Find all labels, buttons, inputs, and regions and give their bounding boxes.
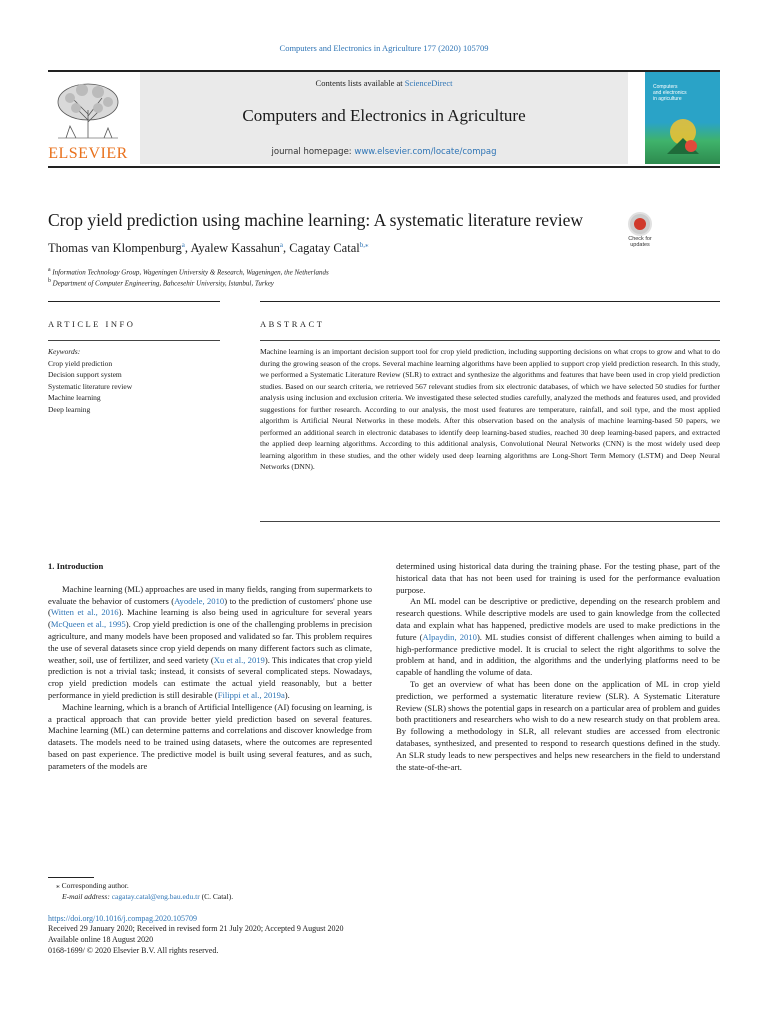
paragraph: determined using historical data during the training phase. For the testing phase, part of the historical data that has not been used for training is used for the performance evaluation purpose. <box>396 561 720 595</box>
paragraph: Machine learning, which is a branch of Artificial Intelligence (AI) focusing on learning, is a practical approach that can provide better yield prediction based on several features. Machine learning (ML) can determine patterns and correlations and discover knowledge from datasets. The models need to be trained using datasets, where the outcomes are represented based on past experience. The predictive model is built using several features, and as such, parameters of the models are <box>48 701 372 771</box>
abstract-bottom-rule <box>260 521 720 522</box>
article-info-top-rule <box>48 301 220 302</box>
masthead-banner <box>140 72 628 164</box>
article-info-heading: ARTICLE INFO <box>48 319 136 329</box>
available-online-date: Available online 18 August 2020 <box>48 935 154 944</box>
email-label: E-mail address: <box>62 892 112 901</box>
author-name: Cagatay Catal <box>289 241 360 256</box>
citation-link[interactable]: McQueen et al., 1995 <box>50 619 126 630</box>
homepage-prefix: journal homepage: <box>271 147 355 157</box>
keyword-item: Deep learning <box>48 404 91 414</box>
author-email-link[interactable]: cagatay.catal@eng.bau.edu.tr <box>111 892 200 901</box>
author-name: Thomas van Klompenburg <box>48 241 182 256</box>
cover-title-text: Computers and electronics in agriculture <box>653 84 687 102</box>
masthead-bottom-rule <box>48 166 720 168</box>
affiliation-marker: a <box>48 267 51 273</box>
journal-cover-thumbnail[interactable] <box>645 72 720 164</box>
citation-link[interactable]: Witten et al., 2016 <box>50 607 119 618</box>
paragraph-text: An ML model can be descriptive or predictive, depending on the research problem and research questions. While descriptive models are used to gain knowledge from the collected data and explain what has happened, predictive models are used to make predictions in the future ( <box>396 596 720 642</box>
contents-prefix: Contents lists available at <box>315 78 405 88</box>
abstract-top-rule <box>260 301 720 302</box>
contents-line <box>140 78 628 88</box>
check-for-updates-button[interactable] <box>620 212 660 262</box>
article-info-sub-rule <box>48 340 220 341</box>
paragraph <box>396 596 720 679</box>
keywords-heading: Keywords: <box>48 347 81 356</box>
abstract-heading: ABSTRACT <box>260 319 325 329</box>
elsevier-logo[interactable] <box>48 76 128 166</box>
section-heading-introduction: 1. Introduction <box>48 561 104 571</box>
body-column-right <box>396 561 720 773</box>
paragraph-text: ). <box>284 689 290 700</box>
elsevier-wordmark: ELSEVIER <box>48 145 128 162</box>
paragraph <box>48 584 372 702</box>
affiliation-marker: b <box>48 278 51 284</box>
paragraph-text: ). ML studies consist of different challenges when aiming to build a high-performance predictive model. It is crucial to select the right algorithms to solve the problem at hand, and in addition, the algorithms and the underlying platforms need to be capable of handling the volume of data. <box>396 631 720 678</box>
author-affiliation-link[interactable]: a <box>181 241 185 249</box>
keyword-item: Crop yield prediction <box>48 358 113 368</box>
paragraph: To get an overview of what has been done on the application of ML in crop yield prediction, we performed a systematic literature review (SLR). A Systematic Literature Review (SLR) shows the potential gaps in research on a particular area of problem and guides both practitioners and researchers who wish to do a new research study on that problem area. By following a methodology in SLR, all relevant studies are accessed from electronic databases, synthesized, and presented to respond to research questions defined in the study. An SLR study leads to new perspectives and helps new researchers in the field to understand the state-of-the-art. <box>396 678 720 772</box>
footnote-rule <box>48 877 94 878</box>
affiliation-text: Department of Computer Engineering, Bahcesehir University, Istanbul, Turkey <box>52 279 274 288</box>
keywords-block <box>48 346 220 415</box>
paper-title: Crop yield prediction using machine learning: A systematic literature review <box>48 210 584 230</box>
keyword-item: Decision support system <box>48 370 122 379</box>
paragraph-text: Machine learning (ML) approaches are used in many fields, ranging from supermarkets to evaluate the behavior of customers ( <box>48 583 372 606</box>
author-affiliation-link[interactable]: a <box>279 241 284 249</box>
elsevier-tree-icon <box>52 80 124 140</box>
affiliation-text: Information Technology Group, Wageningen University & Research, Wageningen, the Netherlands <box>52 268 329 277</box>
citation-link[interactable]: Xu et al., 2019 <box>213 654 265 665</box>
citation-link[interactable]: Filippi et al., 2019a <box>217 689 285 700</box>
crossmark-icon <box>628 212 652 236</box>
citation-link[interactable]: Ayodele, 2010 <box>174 595 225 606</box>
paragraph-text: ). This indicates that crop yield prediction is not a trivial task; instead, it consists of several complicated steps. Nowadays, crop yield prediction models can estimate the actual yield reasonably, but a better performance in yield prediction is still desirable ( <box>48 654 372 700</box>
affiliation-b <box>48 278 274 287</box>
email-footnote <box>62 892 233 903</box>
sciencedirect-link[interactable]: ScienceDirect <box>404 78 453 88</box>
cover-graphic-icon <box>663 114 703 156</box>
journal-title: Computers and Electronics in Agriculture <box>242 106 526 125</box>
issn-copyright: 0168-1699/ © 2020 Elsevier B.V. All rights reserved. <box>48 946 219 955</box>
body-column-left <box>48 561 372 773</box>
keyword-item: Systematic literature review <box>48 381 133 391</box>
abstract-sub-rule <box>260 340 720 341</box>
author-separator: , <box>184 241 191 256</box>
author-list <box>48 241 368 256</box>
abstract-text: Machine learning is an important decision support tool for crop yield prediction, including supporting decisions on what crops to grow and what to do during the growing season of the crops. Several machine learning algorithms have been applied to support crop yield prediction research. In this study, we performed a Systematic Literature Review (SLR) to extract and synthesize the algorithms and features that have been used in crop yield prediction studies. Based on our search criteria, we retrieved 567 relevant studies from six electronic databases, of which we have selected 50 studies for further analysis using inclusion and exclusion criteria. We investigated these selected studies carefully, analyzed the methods and features used, and provided suggestions for further research. According to our analysis, the most used features are temperature, rainfall, and soil type, and the most applied algorithm is Artificial Neural Networks in these models. After this observation based on the analysis of machine learning-based 50 papers, we performed an additional search in electronic databases to identify deep learning-based studies, reached 30 deep learning-based papers, and extracted the applied deep learning algorithms. According to this additional analysis, Convolutional Neural Networks (CNN) is the most widely used deep learning algorithm in these studies, and the other widely used deep learning algorithms are Long-Short Term Memory (LSTM) and Deep Neural Networks (DNN). <box>260 347 720 472</box>
homepage-line <box>140 147 628 157</box>
author-name: Ayalew Kassahun <box>190 241 280 256</box>
citation-link[interactable]: Alpaydin, 2010 <box>422 631 477 642</box>
journal-homepage-link[interactable]: www.elsevier.com/locate/compag <box>354 147 497 157</box>
affiliation-a <box>48 267 329 276</box>
author-affiliation-link[interactable]: b,⁎ <box>359 241 369 249</box>
paragraph-text: ) to the prediction of customers' phone use ( <box>48 595 372 618</box>
paragraph-text: ). Machine learning is also being used in agriculture for several years ( <box>48 607 373 630</box>
received-dates: Received 29 January 2020; Received in revised form 21 July 2020; Accepted 9 August 2020 <box>48 924 344 933</box>
email-suffix: (C. Catal). <box>199 892 234 901</box>
journal-reference-link[interactable]: Computers and Electronics in Agriculture 177 (2020) 105709 <box>279 43 489 53</box>
author-separator: , <box>283 241 290 256</box>
crossmark-label: Check for updates <box>628 236 652 248</box>
corresponding-author-note: ⁎ Corresponding author. <box>56 881 129 890</box>
doi-link[interactable]: https://doi.org/10.1016/j.compag.2020.105709 <box>48 914 197 923</box>
keyword-item: Machine learning <box>48 393 101 402</box>
paragraph-text: ). Crop yield prediction is one of the challenging problems in precision agriculture, and many models have been proposed and validated so far. This problem requires the use of several datasets since crop yield depends on many different factors such as climate, weather, soil, use of fertilizer, and seed variety ( <box>48 619 372 665</box>
